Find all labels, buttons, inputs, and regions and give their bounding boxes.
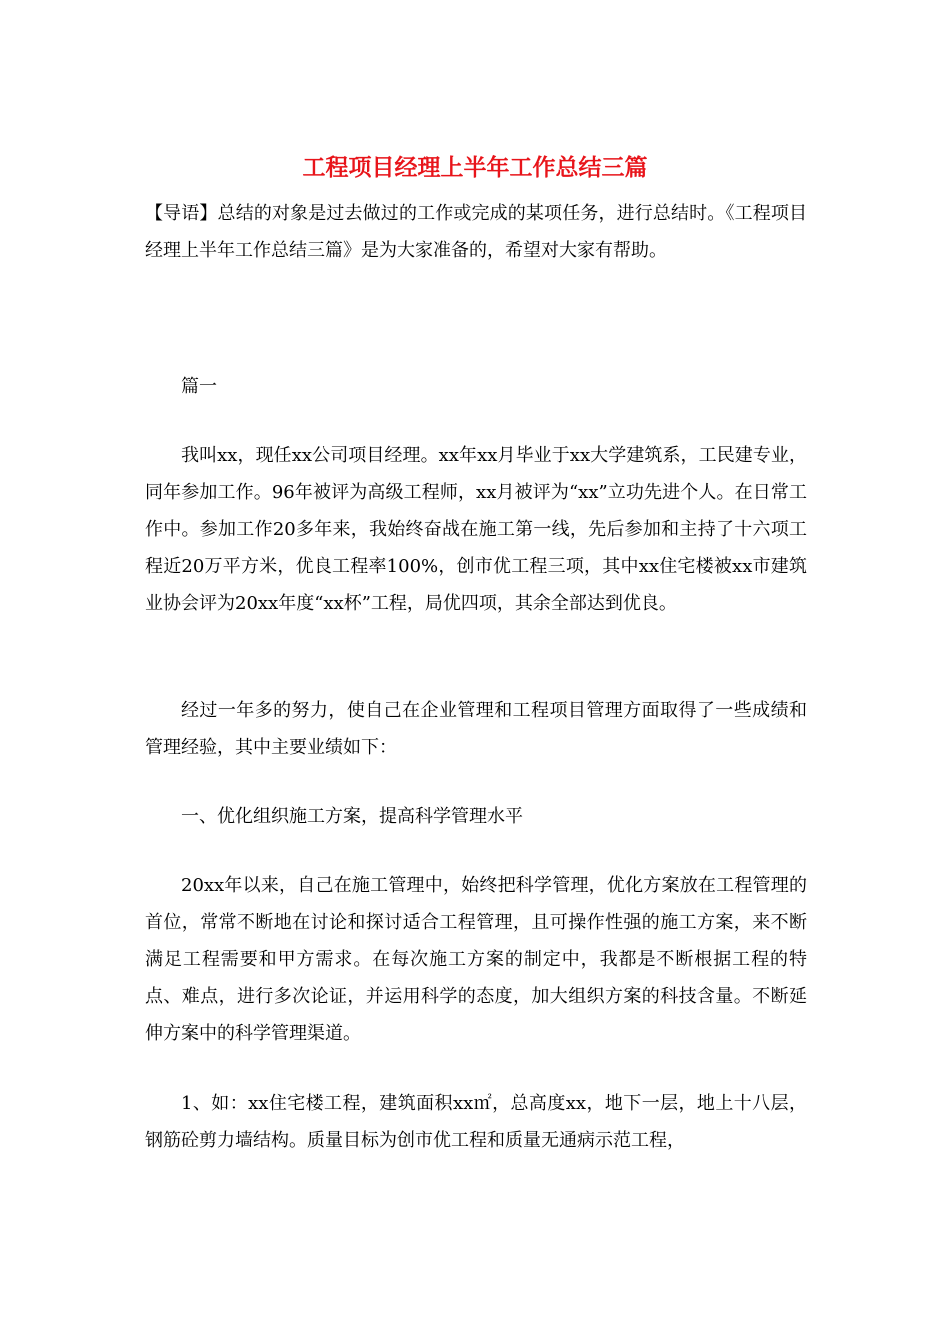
- body-paragraph: 我叫xx，现任xx公司项目经理。xx年xx月毕业于xx大学建筑系，工民建专业，同年参加工作。96年被评为高级工程师，xx月被评为“xx”立功先进个人。在日常工作中。参加工作20多年来，我始终奋战在施工第一线，先后参加和主持了十六项工程近20万平方米，优良工程率100%，创市优工程三项，其中xx住宅楼被xx市建筑业协会评为20xx年度“xx杯”工程，局优四项，其余全部达到优良。: [145, 445, 807, 614]
- body-paragraph: 20xx年以来，自己在施工管理中，始终把科学管理，优化方案放在工程管理的首位，常常不断地在讨论和探讨适合工程管理，且可操作性强的施工方案，来不断满足工程需要和甲方需求。在每次施工方案的制定中，我都是不断根据工程的特点、难点，进行多次论证，并运用科学的态度，加大组织方案的科技含量。不断延伸方案中的科学管理渠道。: [145, 875, 807, 1044]
- intro-paragraph: 【导语】总结的对象是过去做过的工作或完成的某项任务，进行总结时。《工程项目经理上半年工作总结三篇》是为大家准备的，希望对大家有帮助。: [145, 203, 807, 261]
- page-title: 工程项目经理上半年工作总结三篇: [302, 155, 648, 181]
- section-heading: 篇一: [181, 376, 217, 397]
- body-paragraph: 经过一年多的努力，使自己在企业管理和工程项目管理方面取得了一些成绩和管理经验，其中主要业绩如下：: [145, 700, 807, 758]
- subsection-heading: 一、优化组织施工方案，提高科学管理水平: [181, 806, 523, 827]
- body-paragraph: 1、如：xx住宅楼工程，建筑面积xx㎡，总高度xx，地下一层，地上十八层，钢筋砼剪力墙结构。质量目标为创市优工程和质量无通病示范工程，: [145, 1093, 807, 1151]
